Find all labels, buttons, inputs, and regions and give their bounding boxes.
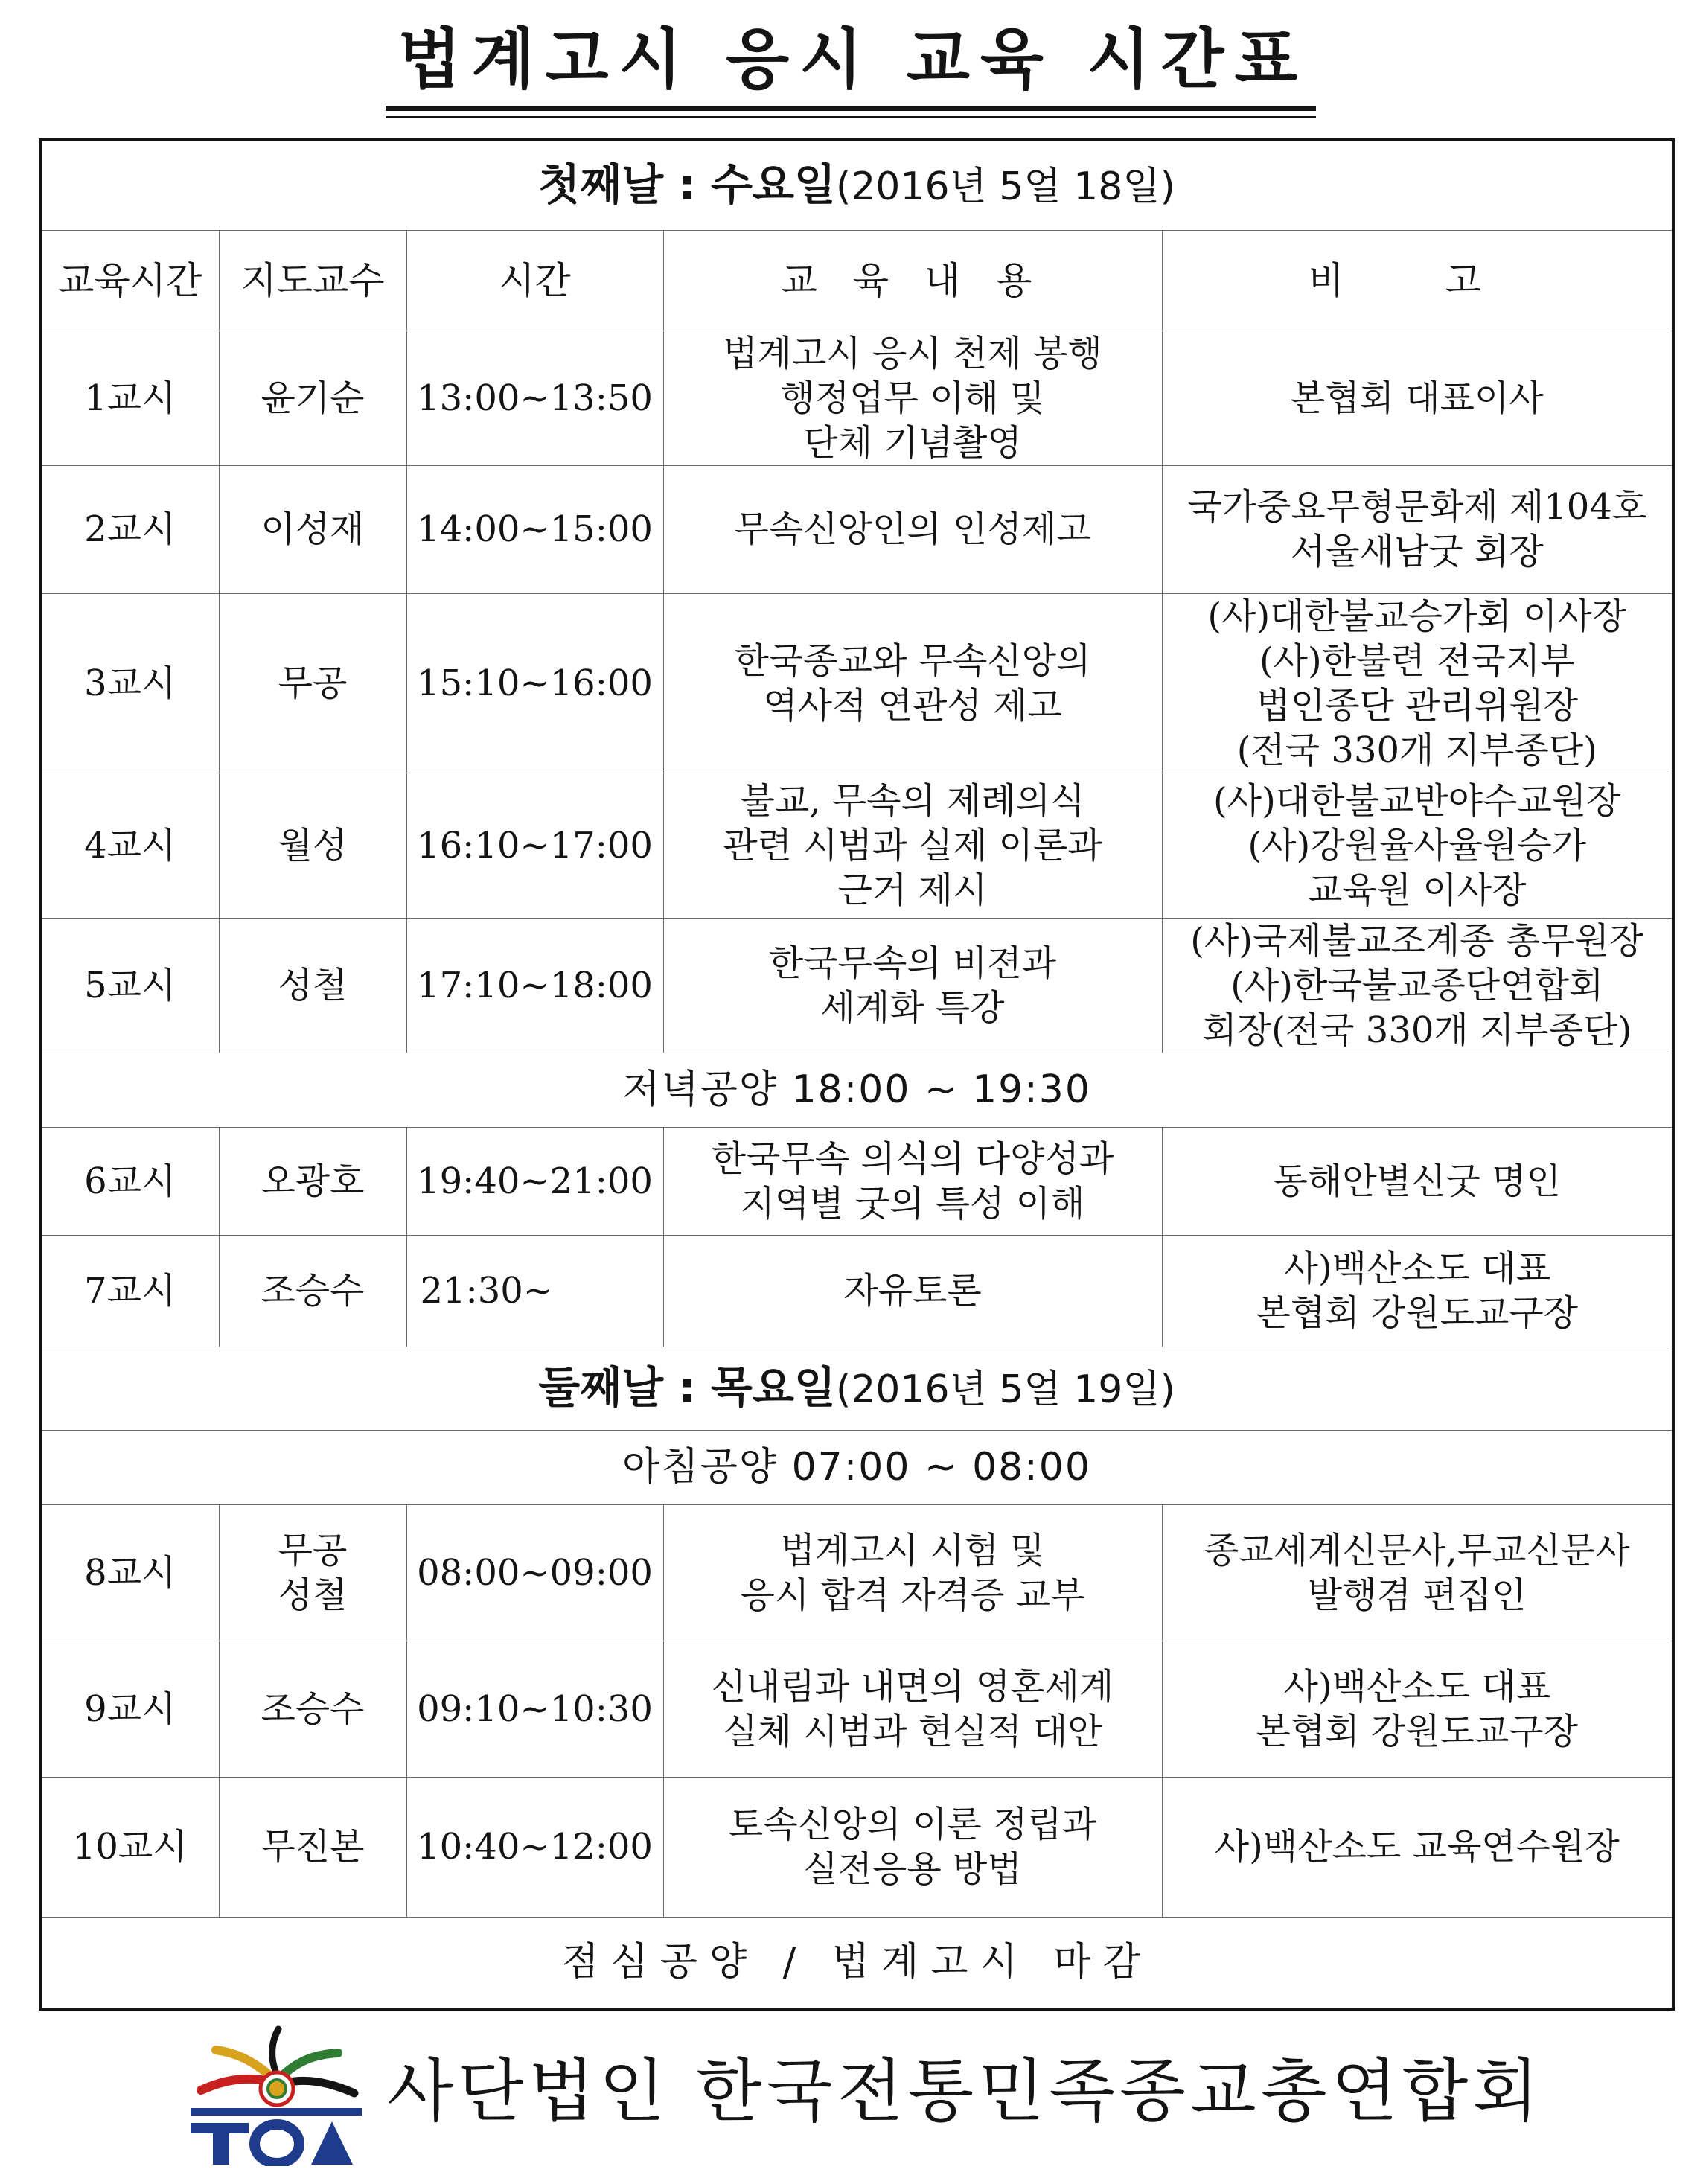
period-cell: 10교시 (40, 1777, 219, 1917)
time-cell: 19:40~21:00 (406, 1127, 663, 1235)
content-cell-line: 무속신앙인의 인성제고 (734, 508, 1091, 550)
table-row (40, 1641, 1673, 1777)
content-cell-line: 한국무속 의식의 다양성과 (711, 1137, 1114, 1180)
note-cell-line: (전국 330개 지부종단) (1236, 729, 1597, 771)
evening-break: 저녁공양 18:00 ~ 19:30 (40, 1053, 1673, 1127)
content-cell-line: 법계고시 시험 및 (780, 1529, 1045, 1571)
day2-label: 둘째날 : 목요일 (538, 1361, 836, 1413)
table-row (40, 1127, 1673, 1235)
title-underline-thick (386, 106, 1316, 111)
table-row (40, 593, 1673, 773)
content-cell (663, 773, 1162, 918)
content-cell-line: 자유토론 (843, 1270, 982, 1312)
content-cell (663, 1777, 1162, 1917)
teacher-cell (219, 593, 406, 773)
content-cell-line: 근거 제시 (837, 869, 988, 911)
teacher-cell (219, 773, 406, 918)
schedule-table (39, 138, 1675, 2011)
content-cell-line: 신내림과 내면의 영혼세계 (711, 1665, 1114, 1708)
teacher-cell-line: 무공 (278, 1529, 348, 1571)
teacher-cell-line: 월성 (278, 824, 348, 866)
time-cell: 08:00~09:00 (406, 1504, 663, 1641)
note-cell (1162, 1127, 1673, 1235)
table-row (40, 465, 1673, 593)
table-row (40, 1777, 1673, 1917)
period-cell: 5교시 (40, 918, 219, 1053)
content-cell (663, 1641, 1162, 1777)
note-cell-line: 발행겸 편집인 (1308, 1574, 1527, 1616)
closing-row (40, 1917, 1673, 2009)
period-cell: 9교시 (40, 1641, 219, 1777)
column-header-row (40, 230, 1673, 331)
note-cell-line: 동해안별신굿 명인 (1273, 1160, 1561, 1202)
content-cell-line: 실전응용 방법 (803, 1848, 1022, 1890)
teacher-cell (219, 331, 406, 465)
content-cell-line: 한국종교와 무속신앙의 (734, 639, 1091, 682)
content-cell (663, 465, 1162, 593)
table-row (40, 773, 1673, 918)
table-row (40, 331, 1673, 465)
day1-evening-rows (40, 1127, 1673, 1347)
note-cell (1162, 465, 1673, 593)
day2-rows (40, 1504, 1673, 1917)
content-cell-line: 단체 기념촬영 (803, 421, 1022, 464)
content-cell-line: 관련 시범과 실제 이론과 (723, 824, 1102, 866)
teacher-cell-line: 무공 (278, 662, 348, 704)
content-cell (663, 1504, 1162, 1641)
table-row (40, 1235, 1673, 1347)
note-cell-line: (사)한국불교종단연합회 (1230, 964, 1604, 1006)
day1-rows (40, 331, 1673, 1053)
page-title: 법계고시 응시 교육 시간표 (397, 21, 1309, 98)
note-cell-line: (사)대한불교반야수교원장 (1213, 779, 1621, 822)
time-cell: 13:00~13:50 (406, 331, 663, 465)
period-cell: 4교시 (40, 773, 219, 918)
note-cell-line: 서울새남굿 회장 (1290, 531, 1544, 572)
note-cell-line: (사)강원율사율원승가 (1247, 824, 1587, 866)
time-cell: 21:30~ (406, 1235, 663, 1347)
content-cell (663, 331, 1162, 465)
note-cell (1162, 1641, 1673, 1777)
teacher-cell-line: 오광호 (261, 1160, 365, 1202)
day1-label: 첫째날 : 수요일 (538, 159, 836, 210)
content-cell-line: 실체 시범과 현실적 대안 (723, 1710, 1102, 1752)
time-cell: 16:10~17:00 (406, 773, 663, 918)
note-cell-line: 법인종단 관리위원장 (1256, 684, 1579, 727)
day2-date: (2016년 5얼 19일) (835, 1367, 1175, 1412)
content-cell (663, 593, 1162, 773)
content-cell-line: 세계화 특강 (820, 986, 1005, 1029)
day2-header-row (40, 1347, 1673, 1430)
note-cell-line: (사)국제불교조계종 총무원장 (1190, 919, 1644, 962)
content-cell-line: 법계고시 응시 천제 봉행 (723, 332, 1102, 374)
teacher-cell-line: 조승수 (261, 1688, 365, 1730)
time-cell: 09:10~10:30 (406, 1641, 663, 1777)
period-cell: 1교시 (40, 331, 219, 465)
note-cell-line: 국가중요무형문화제 제104호 (1187, 486, 1647, 528)
teacher-cell (219, 1504, 406, 1641)
note-cell (1162, 1777, 1673, 1917)
content-cell-line: 토속신앙의 이론 정립과 (728, 1804, 1097, 1845)
header-teacher: 지도교수 (219, 230, 406, 331)
content-cell-line: 지역별 굿의 특성 이해 (740, 1182, 1085, 1224)
organization-name: 사단법인 한국전통민족종교총연합회 (387, 2052, 1544, 2131)
teacher-cell-line: 무진본 (261, 1826, 365, 1868)
period-cell: 6교시 (40, 1127, 219, 1235)
note-cell (1162, 773, 1673, 918)
table-row (40, 1504, 1673, 1641)
time-cell: 14:00~15:00 (406, 465, 663, 593)
note-cell-line: 본협회 강원도교구장 (1256, 1292, 1579, 1334)
day2-heading (40, 1347, 1673, 1430)
note-cell-line: (사)대한불교승가회 이사장 (1207, 595, 1627, 637)
morning-break: 아침공양 07:00 ~ 08:00 (40, 1430, 1673, 1504)
content-cell-line: 응시 합격 자격증 교부 (740, 1574, 1085, 1616)
note-cell (1162, 331, 1673, 465)
teacher-cell (219, 1235, 406, 1347)
note-cell-line: 종교세계신문사,무교신문사 (1204, 1529, 1630, 1571)
period-cell: 3교시 (40, 593, 219, 773)
period-cell: 7교시 (40, 1235, 219, 1347)
time-cell: 10:40~12:00 (406, 1777, 663, 1917)
note-cell-line: 사)백산소도 교육연수원장 (1214, 1826, 1620, 1868)
teacher-cell (219, 1777, 406, 1917)
day1-heading (40, 140, 1673, 230)
teacher-cell (219, 1127, 406, 1235)
note-cell-line: 본협회 강원도교구장 (1256, 1710, 1579, 1752)
title-underline-thin (386, 116, 1316, 118)
content-cell (663, 1127, 1162, 1235)
note-cell-line: 사)백산소도 대표 (1283, 1665, 1551, 1708)
content-cell-line: 역사적 연관성 제고 (763, 684, 1062, 727)
header-note: 비 고 (1162, 230, 1673, 331)
note-cell-line: 본협회 대표이사 (1290, 377, 1544, 419)
teacher-cell-line: 성철 (278, 964, 348, 1006)
note-cell (1162, 1235, 1673, 1347)
note-cell-line: 회장(전국 330개 지부종단) (1202, 1009, 1632, 1051)
time-cell: 15:10~16:00 (406, 593, 663, 773)
note-cell-line: (사)한불련 전국지부 (1259, 639, 1575, 682)
morning-break-row (40, 1430, 1673, 1504)
header-content: 교 육 내 용 (663, 230, 1162, 331)
content-cell-line: 행정업무 이해 및 (780, 377, 1045, 419)
time-cell: 17:10~18:00 (406, 918, 663, 1053)
period-cell: 8교시 (40, 1504, 219, 1641)
teacher-cell-line: 조승수 (261, 1270, 365, 1312)
content-cell (663, 918, 1162, 1053)
header-period: 교육시간 (40, 230, 219, 331)
teacher-cell-line: 이성재 (261, 508, 365, 550)
note-cell-line: 교육원 이사장 (1308, 869, 1527, 911)
period-cell: 2교시 (40, 465, 219, 593)
content-cell-line: 불교, 무속의 제례의식 (740, 779, 1085, 822)
header-time: 시간 (406, 230, 663, 331)
note-cell (1162, 918, 1673, 1053)
teacher-cell-line: 윤기순 (261, 377, 365, 419)
table-row (40, 918, 1673, 1053)
teacher-cell-line: 성철 (278, 1574, 348, 1616)
teacher-cell (219, 1641, 406, 1777)
teacher-cell (219, 465, 406, 593)
organization-logo (186, 2025, 365, 2166)
content-cell (663, 1235, 1162, 1347)
day1-header-row (40, 140, 1673, 230)
note-cell (1162, 1504, 1673, 1641)
footer (186, 2025, 1638, 2166)
closing-note: 점심공양 / 법계고시 마감 (40, 1917, 1673, 2009)
note-cell-line: 사)백산소도 대표 (1283, 1248, 1551, 1289)
day1-date: (2016년 5얼 18일) (835, 164, 1175, 209)
content-cell-line: 한국무속의 비젼과 (768, 942, 1057, 984)
note-cell (1162, 593, 1673, 773)
evening-break-row (40, 1053, 1673, 1127)
teacher-cell (219, 918, 406, 1053)
